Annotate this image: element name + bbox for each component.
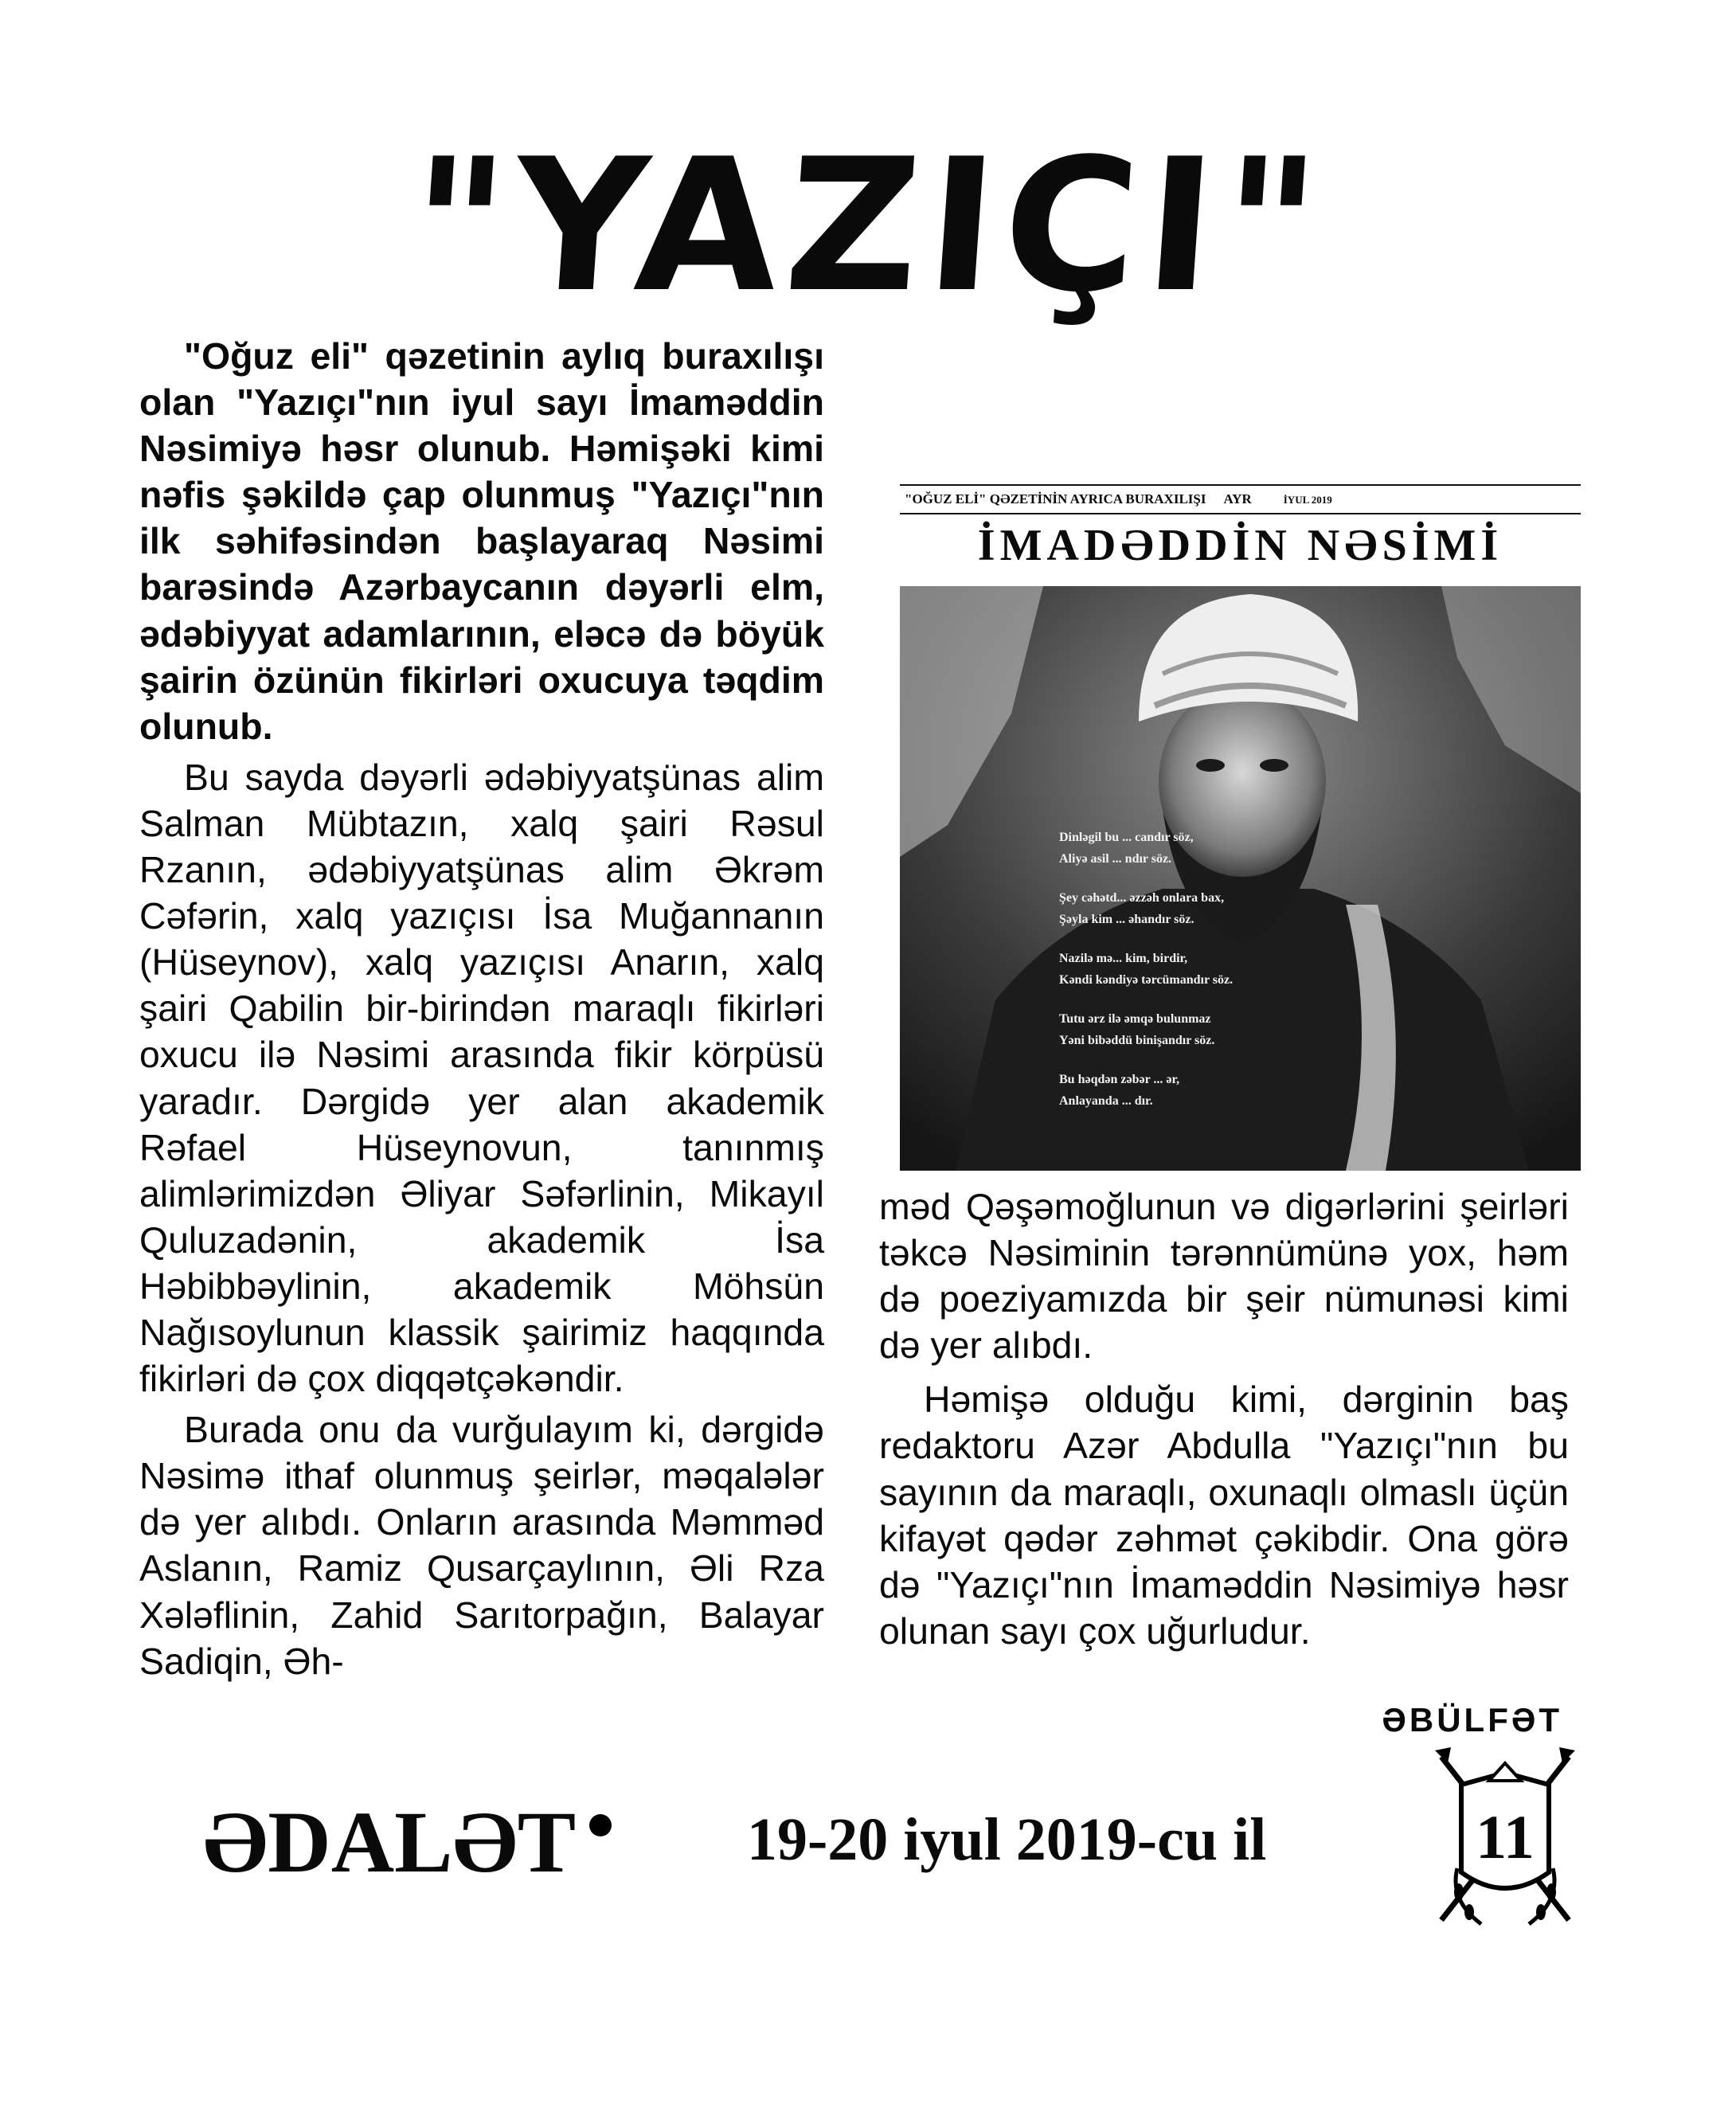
page-number: 11 xyxy=(1476,1802,1535,1871)
poem-line: Bu həqdən zəbər ... ər, xyxy=(1059,1073,1180,1086)
magazine-cover-image xyxy=(900,484,1581,1171)
cover-title: İMADƏDDİN NƏSİMİ xyxy=(977,521,1503,570)
poem-line: Nazilə mə... kim, birdir, xyxy=(1059,952,1188,965)
poem-stanza xyxy=(1059,1008,1473,1051)
poem-line: Aliyə asil ... ndır söz. xyxy=(1059,852,1172,866)
paragraph-3-start: Burada onu da vurğulayım ki, dərgidə Nəsimə ithaf olunmuş şeirlər, məqalələr də yer alıbdı. Onların arasında Məmməd Aslanın, Ramiz Qusarçaylının, Əli Rza Xələflinin, Zahid Sarıtorpağın, Balayar Sadiqin, Əh- xyxy=(139,1409,824,1682)
poem-line: Şəyla kim ... əhandır söz. xyxy=(1059,913,1194,926)
cover-header-mid: AYR xyxy=(1223,491,1252,506)
author-signature: ƏBÜLFƏT xyxy=(1382,1701,1562,1738)
right-column xyxy=(879,1183,1569,1654)
poem-line: Tutu ərz ilə əmqə bulunmaz xyxy=(1059,1012,1211,1026)
issue-date: 19-20 iyul 2019-cu il xyxy=(747,1806,1267,1873)
cover-header-right: İYUL 2019 xyxy=(1283,494,1332,506)
poem-stanza xyxy=(1059,827,1473,870)
paragraph-3-end: məd Qəşəmoğlunun və digərlərini şeirləri təkcə Nəsiminin tərənnümünə yox, həm də poeziyamızda bir şeir nümunəsi kimi də yer alıbdı. xyxy=(879,1186,1569,1367)
paragraph-2: Bu sayda dəyərli ədəbiyyatşünas alim Salman Mübtazın, xalq şairi Rəsul Rzanın, ədəbiyyatşünas alim Əkrəm Cəfərin, xalq yazıçısı İsa Muğannanın (Hüseynov), xalq yazıçısı Anarın, xalq şairi Qabilin bir-birindən maraqlı fikirləri oxucu ilə Nəsimi arasında fikir körpüsü yaradır. Dərgidə yer alan akademik Rəfael Hüseynovun, tanınmış alimlərimizdən Əliyar Səfərlinin, Mikayıl Quluzadənin, akademik İsa Həbibbəylinin, akademik Möhsün Nağısoylunun klassik şairimiz haqqında fikirləri də çox diqqətçəkəndir. xyxy=(139,756,824,1400)
poem-stanza xyxy=(1059,887,1473,930)
poem-line: Dinləgil bu ... candır söz, xyxy=(1059,831,1194,844)
poem-line: Kəndi kəndiyə tərcümandır söz. xyxy=(1059,973,1234,987)
paragraph-4: Həmişə olduğu kimi, dərginin baş redaktoru Azər Abdulla "Yazıçı"nın bu sayının da maraqlı, oxunaqlı olmaslı üçün kifayət qədər zəhmət çəkibdir. Ona görə də "Yazıçı"nın İmaməddin Nəsimiyə həsr olunan sayı çox uğurludur. xyxy=(879,1379,1569,1652)
cover-poem xyxy=(1059,827,1473,1129)
poem-stanza xyxy=(1059,1069,1473,1112)
poem-stanza xyxy=(1059,948,1473,991)
poem-line: Anlayanda ... dır. xyxy=(1059,1094,1153,1108)
lead-paragraph: "Oğuz eli" qəzetinin aylıq buraxılışı olan "Yazıçı"nın iyul sayı İmaməddin Nəsimiyə həsr olunub. Həmişəki kimi nəfis şəkildə çap olunmuş "Yazıçı"nın ilk səhifəsindən başlayaraq Nəsimi barəsində Azərbaycanın dəyərli elm, ədəbiyyat adamlarının, eləcə də böyük şairin özünün fikirləri oxucuya təqdim olunub. xyxy=(139,335,824,747)
poem-line: Şey cəhətd... əzzəh onlara bax, xyxy=(1059,891,1225,905)
poem-line: Yəni bibəddü binişandır söz. xyxy=(1059,1034,1215,1047)
newspaper-name: ƏDALƏT xyxy=(203,1793,577,1891)
bullet-dot xyxy=(589,1814,612,1836)
article-title: "YAZIÇI" xyxy=(403,120,1333,333)
left-column xyxy=(139,333,824,1684)
cover-header xyxy=(900,484,1581,514)
cover-header-left: "OĞUZ ELİ" QƏZETİNİN AYRICA BURAXILIŞI xyxy=(905,491,1206,506)
